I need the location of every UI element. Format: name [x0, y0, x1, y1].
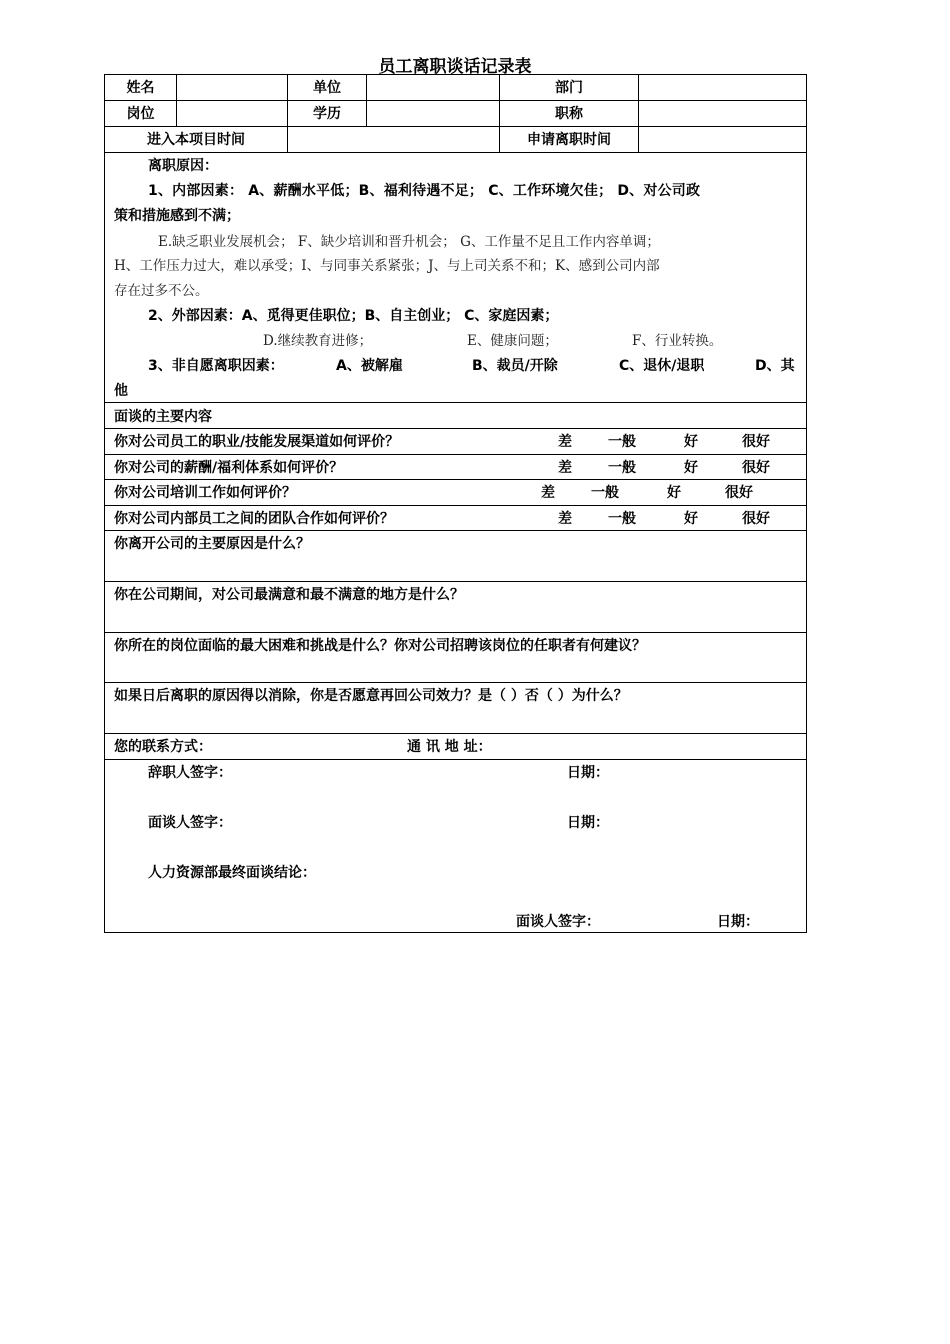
rating-average[interactable]: 一般	[608, 460, 636, 476]
rating-average[interactable]: 一般	[608, 511, 636, 527]
involuntary-option-d: D、其	[755, 358, 795, 374]
internal-reasons-line: 策和措施感到不满；	[114, 208, 240, 224]
dept-field[interactable]	[639, 76, 807, 100]
internal-reasons-line: E.缺乏职业发展机会； F、缺少培训和晋升机会； G、工作量不足且工作内容单调；	[158, 234, 660, 250]
unit-field[interactable]	[367, 76, 499, 100]
row-divider	[105, 454, 806, 455]
address-label: 通 讯 地 址：	[407, 739, 492, 755]
involuntary-option-b: B、裁员/开除	[472, 358, 558, 374]
external-reason-e: E、健康问题；	[467, 333, 558, 349]
question-7: 你所在的岗位面临的最大困难和挑战是什么？你对公司招聘该岗位的任职者有何建议？	[114, 638, 646, 654]
row-divider	[105, 505, 806, 506]
rating-poor[interactable]: 差	[558, 434, 572, 450]
rating-average[interactable]: 一般	[608, 434, 636, 450]
post-label: 岗位	[126, 106, 155, 122]
answer-6-field[interactable]	[105, 606, 807, 631]
rating-good[interactable]: 好	[684, 434, 698, 450]
answer-5-field[interactable]	[105, 555, 807, 580]
rating-poor[interactable]: 差	[558, 511, 572, 527]
entry-time-label: 进入本项目时间	[147, 132, 245, 148]
resignee-signature-label: 辞职人签字：	[148, 765, 232, 781]
name-field[interactable]	[177, 76, 287, 100]
question-8: 如果日后离职的原因得以消除，你是否愿意再回公司效力？是（ ）否（ ）为什么？	[114, 688, 628, 704]
internal-reasons-line: 存在过多不公。	[114, 283, 209, 299]
row-divider	[105, 428, 806, 429]
row-divider	[105, 530, 806, 531]
name-label: 姓名	[126, 80, 155, 96]
contact-label: 您的联系方式：	[114, 739, 212, 755]
row-divider	[105, 733, 806, 734]
row-divider	[105, 581, 806, 582]
exit-interview-form	[104, 74, 807, 933]
rating-good[interactable]: 好	[667, 485, 681, 501]
row-divider	[105, 682, 806, 683]
hr-conclusion-label: 人力资源部最终面谈结论：	[148, 865, 316, 881]
final-interviewer-signature-label: 面谈人签字：	[516, 914, 600, 930]
internal-reasons-line: 1、内部因素： A、薪酬水平低；B、福利待遇不足； C、工作环境欠佳； D、对公司政	[148, 183, 701, 199]
answer-8-field[interactable]	[105, 707, 807, 732]
internal-reasons-line: H、工作压力过大，难以承受；I、与同事关系紧张；J、与上司关系不和；K、感到公司内部	[114, 258, 660, 274]
external-reason-d: D.继续教育进修；	[263, 333, 373, 349]
rank-label: 职称	[555, 106, 583, 122]
rank-field[interactable]	[639, 101, 807, 126]
question-5: 你离开公司的主要原因是什么？	[114, 536, 310, 552]
interviewer-date-label: 日期：	[567, 815, 609, 831]
final-date-label: 日期：	[717, 914, 759, 930]
rating-very-good[interactable]: 很好	[742, 460, 770, 476]
edu-field[interactable]	[367, 101, 499, 126]
unit-label: 单位	[313, 80, 341, 96]
reasons-heading: 离职原因：	[148, 158, 218, 174]
row-divider	[105, 479, 806, 480]
rating-poor[interactable]: 差	[558, 460, 572, 476]
apply-time-label: 申请离职时间	[527, 132, 611, 148]
interviewer-signature-label: 面谈人签字：	[148, 815, 232, 831]
interview-heading: 面谈的主要内容	[114, 409, 212, 425]
rating-very-good[interactable]: 很好	[725, 485, 753, 501]
rating-average[interactable]: 一般	[591, 485, 619, 501]
question-3: 你对公司培训工作如何评价？	[114, 485, 296, 501]
row-divider	[105, 759, 806, 760]
row-divider	[105, 402, 806, 403]
row-divider	[105, 152, 806, 153]
resignee-date-label: 日期：	[567, 765, 609, 781]
involuntary-label: 3、非自愿离职因素：	[148, 358, 284, 374]
question-4: 你对公司内部员工之间的团队合作如何评价？	[114, 511, 394, 527]
rating-poor[interactable]: 差	[541, 485, 555, 501]
rating-very-good[interactable]: 很好	[742, 434, 770, 450]
answer-7-field[interactable]	[105, 657, 807, 681]
rating-good[interactable]: 好	[684, 460, 698, 476]
rating-good[interactable]: 好	[684, 511, 698, 527]
involuntary-option-a: A、被解雇	[336, 358, 403, 374]
apply-time-field[interactable]	[639, 127, 807, 152]
edu-label: 学历	[313, 106, 341, 122]
question-2: 你对公司的薪酬/福利体系如何评价？	[114, 460, 344, 476]
dept-label: 部门	[555, 80, 583, 96]
rating-very-good[interactable]: 很好	[742, 511, 770, 527]
involuntary-option-d-cont: 他	[114, 383, 128, 399]
row-divider	[105, 632, 806, 633]
entry-time-field[interactable]	[288, 127, 499, 152]
involuntary-option-c: C、退休/退职	[619, 358, 705, 374]
page-title: 员工离职谈话记录表	[378, 57, 532, 77]
post-field[interactable]	[177, 101, 287, 126]
question-6: 你在公司期间，对公司最满意和最不满意的地方是什么？	[114, 587, 464, 603]
question-1: 你对公司员工的职业/技能发展渠道如何评价？	[114, 434, 400, 450]
external-reason-f: F、行业转换。	[632, 333, 723, 349]
external-reasons-line: 2、外部因素：A、觅得更佳职位；B、自主创业； C、家庭因素；	[148, 308, 559, 324]
